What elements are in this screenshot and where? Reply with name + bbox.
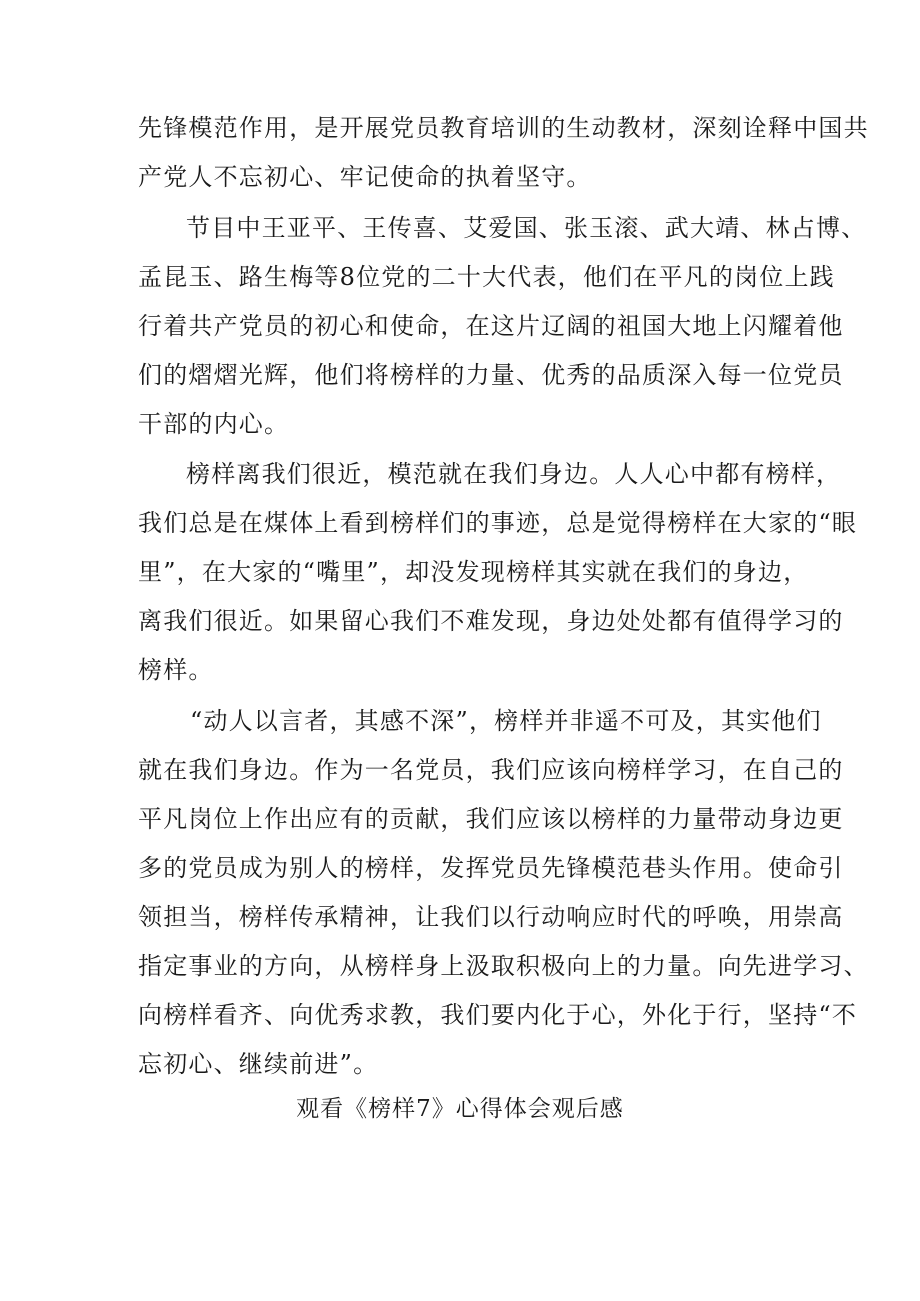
text-line-18: 指定事业的方向，从榜样身上汲取积极向上的力量。向先进学习、: [138, 952, 869, 980]
text-line-19: 向榜样看齐、向优秀求教，我们要内化于心，外化于行，坚持“不: [138, 1001, 858, 1029]
text-line-1: 先锋模范作用，是开展党员教育培训的生动教材，深刻诠释中国共: [138, 114, 869, 142]
text-line-12: 榜样。: [138, 656, 214, 684]
text-line-10: 里”，在大家的“嘴里”，却没发现榜样其实就在我们的身边，: [138, 558, 809, 586]
text-line-9: 我们总是在煤体上看到榜样们的事迹，总是觉得榜样在大家的“眼: [138, 509, 858, 537]
text-line-3: 节目中王亚平、王传喜、艾爱国、张玉滚、武大靖、林占博、: [186, 214, 867, 242]
next-article-title: 观看《榜样7》心得体会观后感: [296, 1096, 624, 1122]
text-line-2: 产党人不忘初心、牢记使命的执着坚守。: [138, 163, 592, 191]
text-line-6: 们的熠熠光辉，他们将榜样的力量、优秀的品质深入每一位党员: [138, 361, 844, 389]
text-line-8: 榜样离我们很近，模范就在我们身边。人人心中都有榜样，: [186, 460, 842, 488]
text-line-20: 忘初心、继续前进”。: [138, 1050, 379, 1078]
text-line-11: 离我们很近。如果留心我们不难发现，身边处处都有值得学习的: [138, 607, 844, 635]
text-line-4: 孟昆玉、路生梅等8位党的二十大代表，他们在平凡的岗位上践: [138, 263, 835, 291]
text-line-5: 行着共产党员的初心和使命，在这片辽阔的祖国大地上闪耀着他: [138, 312, 844, 340]
text-line-14: 就在我们身边。作为一名党员，我们应该向榜样学习，在自己的: [138, 756, 844, 784]
text-line-7: 干部的内心。: [138, 410, 290, 438]
text-line-17: 领担当，榜样传承精神，让我们以行动响应时代的呼唤，用崇高: [138, 903, 844, 931]
text-line-16: 多的党员成为别人的榜样，发挥党员先锋模范巷头作用。使命引: [138, 854, 844, 882]
text-line-13: “动人以言者，其感不深”，榜样并非遥不可及，其实他们: [190, 707, 822, 735]
text-line-15: 平凡岗位上作出应有的贡献，我们应该以榜样的力量带动身边更: [138, 805, 844, 833]
